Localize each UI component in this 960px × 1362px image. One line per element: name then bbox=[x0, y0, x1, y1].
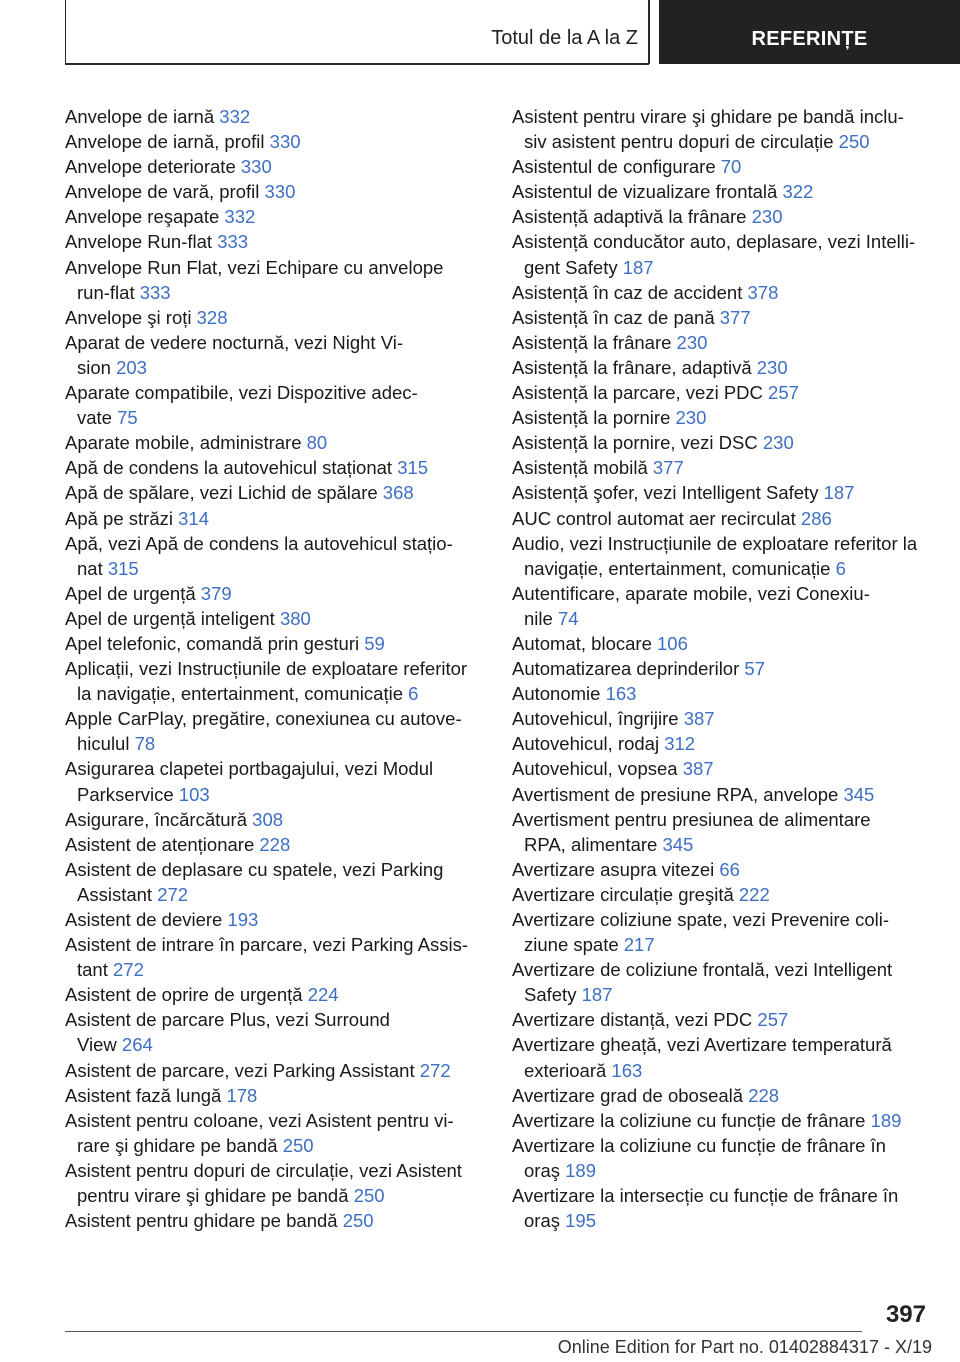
index-entry-text: Anvelope şi roți bbox=[65, 306, 192, 328]
index-entry-text: Audio, vezi Instrucțiunile de exploatare referitor la bbox=[512, 532, 918, 554]
page-reference-link[interactable]: 380 bbox=[279, 607, 311, 629]
index-entry-text: View bbox=[77, 1034, 117, 1056]
index-entry bbox=[65, 1158, 480, 1208]
index-entry-text: Asistent pentru virare şi ghidare pe bandă inclu‐ bbox=[512, 106, 904, 127]
index-entry bbox=[512, 1133, 932, 1183]
index-entry-text: Asistent de parcare, vezi Parking Assistant bbox=[65, 1059, 415, 1081]
index-entry bbox=[512, 330, 932, 355]
index-entry-text: Asistent de oprire de urgență bbox=[65, 984, 303, 1006]
page-reference-link[interactable]: 228 bbox=[259, 833, 291, 855]
page-reference-link[interactable]: 75 bbox=[117, 407, 138, 429]
page-reference-link[interactable]: 286 bbox=[800, 507, 832, 529]
index-entry-text: Anvelope de iarnă, profil bbox=[65, 131, 265, 153]
index-entry bbox=[65, 832, 480, 857]
index-entry bbox=[512, 229, 932, 279]
page-reference-link[interactable]: 308 bbox=[252, 808, 284, 830]
index-entry-text: ziune spate bbox=[524, 934, 619, 956]
page-reference-link[interactable]: 250 bbox=[342, 1210, 374, 1232]
index-entry bbox=[65, 179, 480, 204]
index-entry-text: Asistent pentru coloane, vezi Asistent pentru vi‐ bbox=[65, 1109, 454, 1131]
index-column-left bbox=[65, 104, 480, 1233]
index-entry bbox=[65, 305, 480, 330]
page-reference-link[interactable]: 257 bbox=[757, 1009, 789, 1031]
index-entry bbox=[512, 1108, 932, 1133]
index-entry bbox=[512, 631, 932, 656]
page-reference-link[interactable]: 189 bbox=[870, 1109, 902, 1131]
page-reference-link[interactable]: 330 bbox=[264, 181, 296, 203]
index-entry bbox=[512, 380, 932, 405]
index-entry-text: rare şi ghidare pe bandă bbox=[77, 1134, 278, 1156]
page-reference-link[interactable]: 272 bbox=[157, 883, 189, 905]
page-reference-link[interactable]: 333 bbox=[217, 231, 249, 253]
index-entry bbox=[512, 531, 932, 581]
index-entry-text: hiculul bbox=[77, 733, 130, 755]
index-entry bbox=[65, 455, 480, 480]
index-entry-text: Asistență la frânare, adaptivă bbox=[512, 356, 752, 378]
index-entry bbox=[65, 1108, 480, 1158]
index-entry-text: AUC control automat aer recirculat bbox=[512, 507, 796, 529]
index-entry bbox=[512, 581, 932, 631]
index-entry-text: Aparat de vedere nocturnă, vezi Night Vi‐ bbox=[65, 331, 403, 353]
index-entry-text: exterioară bbox=[524, 1059, 607, 1081]
index-entry bbox=[512, 430, 932, 455]
page-reference-link[interactable]: 379 bbox=[200, 582, 232, 604]
index-entry-text: Anvelope de vară, profil bbox=[65, 181, 260, 203]
index-entry-text: Autonomie bbox=[512, 683, 601, 705]
page-reference-link[interactable]: 377 bbox=[719, 306, 751, 328]
index-column-right bbox=[512, 104, 932, 1233]
index-entry-text: Avertizare la coliziune cu funcție de frânare în bbox=[512, 1134, 886, 1156]
section-label: Totul de la A la Z bbox=[491, 27, 638, 49]
page-reference-link[interactable]: 6 bbox=[835, 557, 846, 579]
index-entry-text: Avertizare gheață, vezi Avertizare temperatură bbox=[512, 1034, 892, 1056]
page-reference-link[interactable]: 332 bbox=[219, 106, 251, 127]
index-entry-text: nile bbox=[524, 607, 553, 629]
index-entry bbox=[512, 480, 932, 505]
index-entry bbox=[65, 480, 480, 505]
index-entry-text: Asistent de parcare Plus, vezi Surround bbox=[65, 1009, 390, 1031]
index-entry-text: vate bbox=[77, 407, 112, 429]
page-reference-link[interactable]: 217 bbox=[623, 934, 655, 956]
index-entry-text: Anvelope reşapate bbox=[65, 206, 220, 228]
index-entry-text: Asistență la parcare, vezi PDC bbox=[512, 382, 763, 404]
page-reference-link[interactable]: 163 bbox=[605, 683, 637, 705]
index-entry bbox=[65, 1208, 480, 1233]
index-entry-text: Apă de spălare, vezi Lichid de spălare bbox=[65, 482, 378, 504]
index-entry bbox=[512, 355, 932, 380]
page-reference-link[interactable]: 187 bbox=[622, 256, 654, 278]
index-entry-text: Anvelope de iarnă bbox=[65, 106, 215, 127]
page-reference-link[interactable]: 6 bbox=[408, 683, 419, 705]
index-entry-text: Avertisment de presiune RPA, anvelope bbox=[512, 783, 839, 805]
footer-edition-text: Online Edition for Part no. 01402884317 - X/19 bbox=[557, 1337, 932, 1357]
index-entry-text: Asistentul de configurare bbox=[512, 156, 716, 178]
page-reference-link[interactable]: 187 bbox=[581, 984, 613, 1006]
chapter-tab[interactable] bbox=[659, 0, 960, 64]
index-entry bbox=[65, 631, 480, 656]
index-entry-text: Apă de condens la autovehicul staționat bbox=[65, 457, 393, 479]
index-entry-text: oraş bbox=[524, 1210, 560, 1232]
index-entry-text: oraş bbox=[524, 1159, 560, 1181]
page-reference-link[interactable]: 272 bbox=[419, 1059, 451, 1081]
index-entry-text: Automatizarea deprinderilor bbox=[512, 658, 740, 680]
index-entry-text: Aparate mobile, administrare bbox=[65, 432, 302, 454]
page-reference-link[interactable]: 312 bbox=[664, 733, 696, 755]
page-reference-link[interactable]: 264 bbox=[121, 1034, 153, 1056]
index-entry bbox=[65, 1058, 480, 1083]
page-reference-link[interactable]: 315 bbox=[397, 457, 429, 479]
page-reference-link[interactable]: 250 bbox=[282, 1134, 314, 1156]
page-reference-link[interactable]: 377 bbox=[652, 457, 684, 479]
page-reference-link[interactable]: 330 bbox=[240, 156, 272, 178]
index-entry-text: Asistență adaptivă la frânare bbox=[512, 206, 747, 228]
index-entry-text: gent Safety bbox=[524, 256, 618, 278]
page-reference-link[interactable]: 57 bbox=[744, 658, 765, 680]
index-entry bbox=[512, 731, 932, 756]
index-entry-text: Apă, vezi Apă de condens la autovehicul stațio‐ bbox=[65, 532, 453, 554]
page-reference-link[interactable]: 80 bbox=[306, 432, 328, 454]
index-entry-text: Apple CarPlay, pregătire, conexiunea cu autove‐ bbox=[65, 708, 462, 730]
index-entry bbox=[512, 882, 932, 907]
index-entry-text: Parkservice bbox=[77, 783, 174, 805]
index-entry-text: Apel de urgență inteligent bbox=[65, 607, 275, 629]
index-entry-text: Asistentul de vizualizare frontală bbox=[512, 181, 778, 203]
index-entry-text: Avertizare circulație greşită bbox=[512, 883, 734, 905]
index-entry-text: Anvelope Run Flat, vezi Echipare cu anvelope bbox=[65, 256, 444, 278]
index-entry-text: Asistent de deviere bbox=[65, 909, 223, 930]
index-entry-text: Asistent de intrare în parcare, vezi Parking Assis‐ bbox=[65, 934, 469, 956]
page-number: 397 bbox=[885, 1301, 926, 1328]
page-reference-link[interactable]: 222 bbox=[738, 883, 770, 905]
index-entry bbox=[65, 932, 480, 982]
index-entry bbox=[512, 280, 932, 305]
index-entry-text: Autentificare, aparate mobile, vezi Conexiu‐ bbox=[512, 582, 870, 604]
page-reference-link[interactable]: 314 bbox=[178, 507, 209, 529]
page-reference-link[interactable]: 203 bbox=[116, 356, 147, 378]
index-entry bbox=[65, 506, 480, 531]
index-entry-text: Asistență în caz de accident bbox=[512, 281, 743, 303]
page-reference-link[interactable]: 230 bbox=[675, 407, 707, 429]
index-entry bbox=[65, 982, 480, 1007]
index-entry bbox=[65, 330, 480, 380]
page-reference-link[interactable]: 106 bbox=[657, 632, 688, 654]
page-reference-link[interactable]: 333 bbox=[139, 281, 171, 303]
index-entry bbox=[65, 204, 480, 229]
page-reference-link[interactable]: 78 bbox=[134, 733, 156, 755]
index-entry-text: sion bbox=[77, 356, 111, 378]
index-entry-text: Autovehicul, îngrijire bbox=[512, 708, 679, 730]
index-entry-text: Asistență la pornire, vezi DSC bbox=[512, 432, 758, 454]
index-entry-text: siv asistent pentru dopuri de circulație bbox=[524, 131, 834, 153]
index-entry bbox=[512, 656, 932, 681]
index-entry bbox=[65, 656, 480, 706]
index-entry bbox=[65, 606, 480, 631]
index-entry-text: Aparate compatibile, vezi Dispozitive adec‐ bbox=[65, 382, 418, 404]
page-reference-link[interactable]: 230 bbox=[756, 356, 788, 378]
index-entry bbox=[512, 1183, 932, 1233]
index-entry bbox=[65, 129, 480, 154]
page-reference-link[interactable]: 74 bbox=[557, 607, 579, 629]
index-entry bbox=[512, 1007, 932, 1032]
page-reference-link[interactable]: 228 bbox=[748, 1084, 780, 1106]
index-entry bbox=[512, 857, 932, 882]
page-reference-link[interactable]: 195 bbox=[565, 1210, 597, 1232]
page-reference-link[interactable]: 250 bbox=[353, 1185, 385, 1207]
page-reference-link[interactable]: 315 bbox=[107, 557, 139, 579]
index-entry-text: run-flat bbox=[77, 281, 135, 303]
index-entry bbox=[512, 756, 932, 781]
page-reference-link[interactable]: 387 bbox=[682, 758, 714, 780]
page-reference-link[interactable]: 70 bbox=[720, 156, 742, 178]
header-divider bbox=[648, 0, 650, 64]
page-reference-link[interactable]: 328 bbox=[196, 306, 228, 328]
index-entry-text: Assistant bbox=[77, 883, 153, 905]
page-reference-link[interactable]: 224 bbox=[307, 984, 339, 1006]
index-entry-text: Asistență la pornire bbox=[512, 407, 671, 429]
index-entry bbox=[512, 506, 932, 531]
page-reference-link[interactable]: 345 bbox=[843, 783, 875, 805]
index-entry-text: Asistență la frânare bbox=[512, 331, 672, 353]
index-entry bbox=[65, 907, 480, 932]
index-entry bbox=[512, 455, 932, 480]
index-entry-text: Aplicații, vezi Instrucțiunile de exploatare referitor bbox=[65, 658, 468, 680]
index-entry bbox=[512, 681, 932, 706]
index-entry-text: Apel telefonic, comandă prin gesturi bbox=[65, 632, 360, 654]
index-entry-text: Safety bbox=[524, 984, 577, 1006]
index-entry-text: Autovehicul, rodaj bbox=[512, 733, 660, 755]
index-entry-text: pentru virare şi ghidare pe bandă bbox=[77, 1185, 349, 1207]
index-entry-text: Avertizare grad de oboseală bbox=[512, 1084, 744, 1106]
page-reference-link[interactable]: 368 bbox=[382, 482, 414, 504]
page-reference-link[interactable]: 230 bbox=[676, 331, 708, 353]
page-reference-link[interactable]: 257 bbox=[768, 382, 799, 404]
index-entry-text: Autovehicul, vopsea bbox=[512, 758, 678, 780]
index-entry bbox=[512, 204, 932, 229]
index-entry-text: Anvelope deteriorate bbox=[65, 156, 236, 178]
index-entry-text: Asistent de deplasare cu spatele, vezi Parking bbox=[65, 858, 444, 880]
page-reference-link[interactable]: 230 bbox=[762, 432, 794, 454]
header-rule bbox=[65, 63, 649, 65]
index-entry-text: Avertizare la intersecție cu funcție de frânare în bbox=[512, 1185, 899, 1207]
index-entry-text: Apă pe străzi bbox=[65, 507, 173, 529]
index-entry bbox=[512, 807, 932, 857]
index-entry bbox=[512, 907, 932, 957]
index-entry bbox=[512, 706, 932, 731]
index-entry-text: RPA, alimentare bbox=[524, 833, 658, 855]
page-reference-link[interactable]: 250 bbox=[838, 131, 870, 153]
index-entry bbox=[65, 756, 480, 806]
index-entry bbox=[65, 430, 480, 455]
index-entry bbox=[65, 255, 480, 305]
index-entry bbox=[512, 782, 932, 807]
index-entry-text: Asistent fază lungă bbox=[65, 1084, 222, 1106]
index-entry-text: Apel de urgență bbox=[65, 582, 196, 604]
page-reference-link[interactable]: 59 bbox=[364, 632, 385, 654]
index-entry bbox=[65, 706, 480, 756]
index-entry-text: Asistență în caz de pană bbox=[512, 306, 715, 328]
index-entry-text: Avertisment pentru presiunea de alimentare bbox=[512, 808, 871, 830]
page-reference-link[interactable]: 230 bbox=[751, 206, 783, 228]
page-reference-link[interactable]: 330 bbox=[269, 131, 301, 153]
index-entry-text: Avertizare la coliziune cu funcție de frânare bbox=[512, 1109, 866, 1131]
page-reference-link[interactable]: 66 bbox=[719, 858, 740, 880]
index-entry-text: Asigurare, încărcătură bbox=[65, 808, 248, 830]
index-entry-text: Asistență conducător auto, deplasare, vezi Intelli‐ bbox=[512, 231, 916, 253]
index-entry-text: Asigurarea clapetei portbagajului, vezi Modul bbox=[65, 758, 434, 780]
index-entry bbox=[512, 179, 932, 204]
index-entry bbox=[512, 1083, 932, 1108]
index-entry bbox=[65, 1007, 480, 1057]
index-entry bbox=[512, 957, 932, 1007]
index-entry-text: la navigație, entertainment, comunicație bbox=[77, 683, 403, 705]
page-reference-link[interactable]: 193 bbox=[227, 909, 259, 930]
index-entry bbox=[512, 1032, 932, 1082]
index-entry bbox=[65, 807, 480, 832]
index-entry bbox=[512, 104, 932, 154]
index-entry bbox=[65, 104, 480, 129]
index-entry bbox=[65, 380, 480, 430]
index-entry bbox=[512, 305, 932, 330]
page-reference-link[interactable]: 345 bbox=[662, 833, 694, 855]
page-reference-link[interactable]: 189 bbox=[565, 1159, 597, 1181]
index-entry-text: Asistență mobilă bbox=[512, 457, 648, 479]
page-reference-link[interactable]: 332 bbox=[224, 206, 256, 228]
index-entry bbox=[65, 229, 480, 254]
index-entry-text: Avertizare coliziune spate, vezi Prevenire coli‐ bbox=[512, 909, 890, 930]
index-entry bbox=[65, 531, 480, 581]
index-entry bbox=[512, 154, 932, 179]
page-reference-link[interactable]: 178 bbox=[226, 1084, 258, 1106]
index-entry-text: nat bbox=[77, 557, 103, 579]
page-reference-link[interactable]: 187 bbox=[823, 482, 855, 504]
index-entry-text: Avertizare asupra vitezei bbox=[512, 858, 715, 880]
page-header bbox=[0, 0, 960, 66]
page-reference-link[interactable]: 163 bbox=[611, 1059, 643, 1081]
page-reference-link[interactable]: 103 bbox=[178, 783, 210, 805]
index-entry-text: Anvelope Run-flat bbox=[65, 231, 213, 253]
index-entry-text: Asistent pentru ghidare pe bandă bbox=[65, 1210, 338, 1232]
index-entry-text: Asistent pentru dopuri de circulație, vezi Asistent bbox=[65, 1159, 462, 1181]
index-entry bbox=[65, 154, 480, 179]
index-entry-text: tant bbox=[77, 959, 108, 981]
index-entry-text: Automat, blocare bbox=[512, 632, 652, 654]
page-reference-link[interactable]: 378 bbox=[747, 281, 779, 303]
page-reference-link[interactable]: 387 bbox=[683, 708, 715, 730]
index-entry-text: navigație, entertainment, comunicație bbox=[524, 557, 831, 579]
chapter-tab-label: REFERINȚE bbox=[751, 27, 868, 50]
page-reference-link[interactable]: 272 bbox=[113, 959, 144, 981]
page-reference-link[interactable]: 322 bbox=[782, 181, 814, 203]
index-entry bbox=[65, 1083, 480, 1108]
header-left-border bbox=[65, 0, 66, 64]
index-entry bbox=[512, 405, 932, 430]
index-entry-text: Avertizare de coliziune frontală, vezi Intelligent bbox=[512, 959, 893, 981]
index-entry-text: Asistent de atenționare bbox=[65, 833, 255, 855]
footer-rule bbox=[65, 1331, 862, 1332]
index-entry-text: Asistență şofer, vezi Intelligent Safety bbox=[512, 482, 819, 504]
index-entry bbox=[65, 581, 480, 606]
index-entry-text: Avertizare distanță, vezi PDC bbox=[512, 1009, 753, 1031]
index-entry bbox=[65, 857, 480, 907]
